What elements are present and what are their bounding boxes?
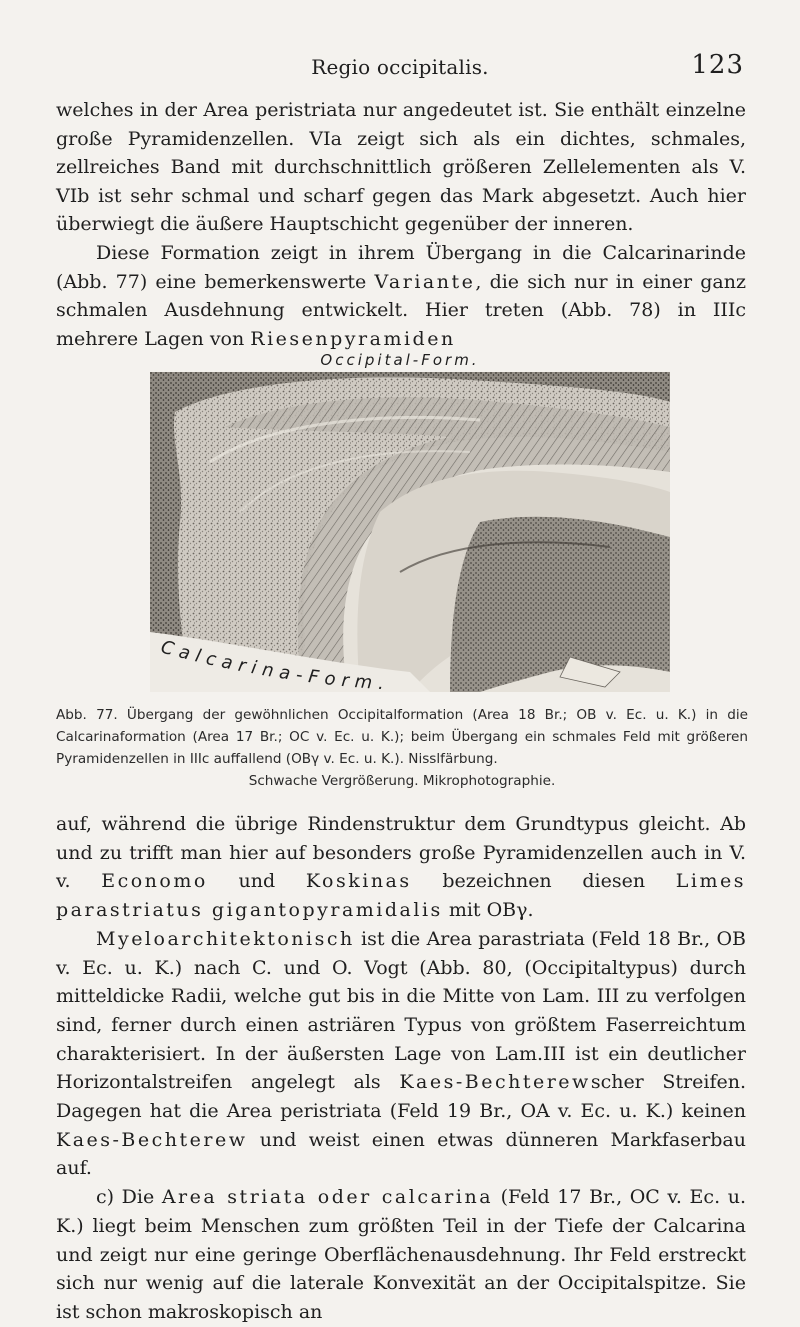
text-run: mit OBγ.	[442, 899, 534, 922]
text-run: und	[207, 870, 306, 893]
page-number: 123	[691, 50, 744, 80]
micrograph-image	[150, 372, 670, 692]
paragraph-5	[56, 1183, 746, 1327]
emphasis-kaes-bechterew: Kaes-Bechterew	[56, 1128, 248, 1151]
text-run: und weist einen etwas dünneren Markfaserbau auf.	[56, 1128, 746, 1180]
text-run: c) Die	[96, 1186, 162, 1209]
figure-label-occipital: Occipital-Form.	[320, 351, 480, 369]
emphasis-kaes-bechterew: Kaes-Bechterew	[399, 1071, 591, 1094]
emphasis-myeloarchitektonisch: Myeloarchitektonisch	[96, 927, 355, 950]
paragraph-3	[56, 810, 746, 925]
paragraph-1: welches in der Area peristriata nur angedeutet ist. Sie enthält einzelne große Pyramidenzellen. VIa zeigt sich als ein dichtes, schmales, zellreiches Band mit durchschnittlich größeren Zellelementen als V. VIb ist sehr schmal und scharf gegen das Mark abgesetzt. Auch hier überwiegt die äußere Hauptschicht gegenüber der inneren.	[56, 99, 746, 236]
text-run: Diese Formation zeigt in ihrem Übergang in die Calcarinarinde (Abb. 77) eine bemerkenswerte	[56, 241, 746, 293]
text-run: auf, während die übrige Rindenstruktur dem Grundtypus gleicht. Ab und zu trifft man hier auf besonders große Pyramidenzellen auch in V. v.	[56, 813, 746, 893]
running-title: Regio occipitalis.	[311, 55, 489, 79]
paragraph-2	[56, 239, 746, 353]
emphasis-limes: Limes parastriatus gigantopyramidalis	[56, 870, 747, 922]
text-run: (Feld 17 Br., OC v. Ec. u. K.) liegt beim Menschen zum größten Teil in der Tiefe der Calcarina und zeigt nur eine geringe Oberflächenausdehnung. Ihr Feld erstreckt sich nur wenig auf die laterale Konvexität an der Occipitalspitze. Sie ist schon makroskopisch an	[56, 1186, 746, 1323]
text-run: scher Streifen. Dagegen hat die Area peristriata (Feld 19 Br., OA v. Ec. u. K.) keinen	[56, 1071, 746, 1123]
bottom-text-block	[56, 810, 746, 1327]
caption-text: Abb. 77. Übergang der gewöhnlichen Occipitalformation (Area 18 Br.; OB v. Ec. u. K.) in die Calcarinaformation (Area 17 Br.; OC v. Ec. u. K.); beim Übergang ein schmales Feld mit größeren Pyramidenzellen in IIIc auffallend (OBγ v. Ec. u. K.). Nisslfärbung.	[56, 707, 748, 767]
text-run: , die sich nur in einer ganz schmalen Ausdehnung entwickelt. Hier treten (Abb. 78) in IIIc mehrere Lagen von	[56, 270, 746, 350]
micrograph-figure	[150, 372, 670, 692]
emphasis-variante: Variante	[374, 270, 476, 293]
figure-caption	[56, 704, 748, 792]
emphasis-koskinas: Koskinas	[305, 870, 412, 893]
figure-label-calcarina: Calcarina-Form.	[158, 636, 391, 692]
emphasis-riesenpyramiden: Riesenpyramiden	[250, 327, 456, 350]
paragraph-4	[56, 925, 746, 1183]
emphasis-area-striata: Area striata oder calcarina	[161, 1186, 494, 1209]
emphasis-economo: Economo	[101, 870, 208, 893]
caption-last-line: Schwache Vergrößerung. Mikrophotographie.	[248, 773, 556, 789]
text-run: ist die Area parastriata (Feld 18 Br., OB v. Ec. u. K.) nach C. und O. Vogt (Abb. 80, (Occipitaltypus) durch mitteldicke Radii, welche gut bis in die Mitte von Lam. III zu verfolgen sind, ferner durch einen astriären Typus von größtem Faserreichtum charakterisiert. In der äußersten Lage von Lam.III ist ein deutlicher Horizontalstreifen angelegt als	[56, 927, 746, 1094]
top-text-block	[56, 96, 746, 353]
text-run: bezeichnen diesen	[411, 870, 676, 893]
